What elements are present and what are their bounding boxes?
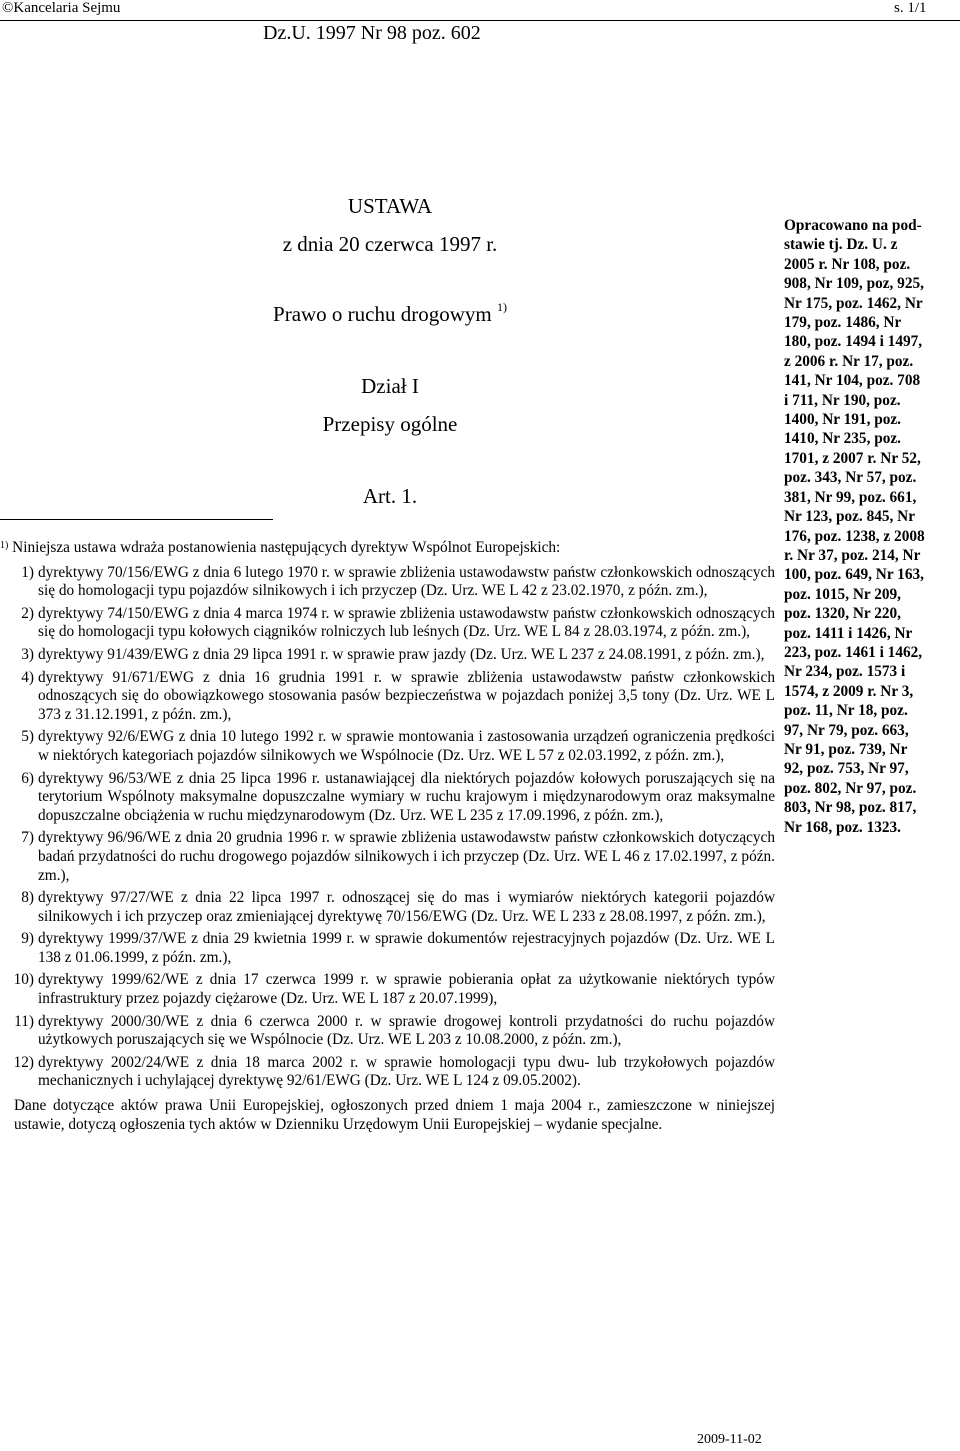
consolidation-note-line: Nr 91, poz. 739, Nr: [784, 740, 908, 758]
directive-item: [0, 1054, 775, 1091]
footnote-section: [0, 539, 775, 1134]
consolidation-note-line: poz. 1015, Nr 209,: [784, 585, 901, 603]
consolidation-note-line: 908, Nr 109, poz, 925,: [784, 275, 924, 293]
directive-item: [0, 605, 775, 642]
directive-item-text: dyrektywy 91/439/EWG z dnia 29 lipca 1991 r. w sprawie praw jazdy (Dz. Urz. WE L 237 z 24.08.1991, z późn. zm.),: [38, 645, 765, 663]
directive-item: [0, 889, 775, 926]
directive-item-number: 10): [13, 971, 34, 989]
directive-item-text: dyrektywy 2000/30/WE z dnia 6 czerwca 2000 r. w sprawie drogowej kontroli przydatności do ruchu pojazdów użytkowych poruszających się we Wspólnocie (Dz. Urz. WE L 203 z 10.08.2000, z późn. zm.),: [38, 1012, 775, 1049]
footnote-mark: 1): [0, 540, 9, 551]
consolidation-note-line: 1701, z 2007 r. Nr 52,: [784, 449, 921, 467]
consolidation-note-line: 1574, z 2009 r. Nr 3,: [784, 682, 914, 700]
act-title-footnote-mark[interactable]: 1): [496, 300, 507, 314]
directive-item-text: dyrektywy 96/96/WE z dnia 20 grudnia 1996 r. w sprawie zbliżenia ustawodawstw państw członkowskich dotyczących badań przydatności do ruchu drogowego pojazdów silnikowych i ich przyczep (Dz. Urz. WE L 46 z 17.02.1997, z późn. zm.),: [38, 829, 775, 884]
footnote-intro: [0, 539, 775, 558]
act-title: [90, 302, 690, 327]
consolidation-note-line: Nr 168, poz. 1323.: [784, 818, 901, 836]
directive-item: [0, 1013, 775, 1050]
journal-citation: Dz.U. 1997 Nr 98 poz. 602: [263, 22, 481, 44]
footnote-divider: [0, 519, 273, 520]
directive-item-number: 3): [21, 645, 34, 663]
consolidation-note-line: Nr 175, poz. 1462, Nr: [784, 294, 923, 312]
header-page-number: s. 1/1: [894, 0, 927, 16]
directive-item-text: dyrektywy 70/156/EWG z dnia 6 lutego 1970 r. w sprawie zbliżenia ustawodawstw państw członkowskich odnoszących się do homologacji typu pojazdów silnikowych i ich przyczep (Dz. Urz. WE L 42 z 23.02.1970, z późn. zm.),: [38, 563, 775, 600]
consolidation-note-line: 1400, Nr 191, poz.: [784, 411, 901, 429]
directive-item: [0, 728, 775, 765]
directive-list: [0, 564, 775, 1091]
directive-item-number: 6): [21, 769, 34, 787]
directive-item: [0, 669, 775, 725]
directive-item-text: dyrektywy 96/53/WE z dnia 25 lipca 1996 r. ustanawiającej dla niektórych pojazdów kołowych poruszających się na terytorium Wspólnoty maksymalne dopuszczalne wymiary w ruchu krajowym i międzynarodowym oraz maksymalne dopuszczalne obciążenia w ruchu międzynarodowym (Dz. Urz. WE L 235 z 17.09.1996, z późn. zm.),: [38, 769, 775, 824]
directive-item-text: dyrektywy 2002/24/WE z dnia 18 marca 2002 r. w sprawie homologacji typu dwu- lub trzykołowych pojazdów mechanicznych i uchylającej dyrektywę 92/61/EWG (Dz. Urz. WE L 124 z 09.05.2002).: [38, 1053, 775, 1090]
directive-item-text: dyrektywy 1999/37/WE z dnia 29 kwietnia 1999 r. w sprawie dokumentów rejestracyjnych pojazdów (Dz. Urz. WE L 138 z 01.06.1999, z późn. zm.),: [38, 930, 775, 966]
directive-item: [0, 971, 775, 1008]
directive-item-text: dyrektywy 92/6/EWG z dnia 10 lutego 1992 r. w sprawie montowania i zastosowania urządzeń ograniczenia prędkości w niektórych kategoriach pojazdów silnikowych we Wspólnocie (Dz. Urz. WE L 57 z 02.03.1992, z późn. zm.),: [38, 728, 775, 764]
consolidation-note-line: 381, Nr 99, poz. 661,: [784, 488, 917, 506]
consolidation-note-line: z 2006 r. Nr 17, poz.: [784, 352, 914, 370]
directive-item-text: dyrektywy 74/150/EWG z dnia 4 marca 1974 r. w sprawie zbliżenia ustawodawstw państw członkowskich odnoszących się do homologacji typu kołowych ciągników rolniczych lub leśnych (Dz. Urz. WE L 84 z 28.03.1974, z późn. zm.),: [38, 604, 775, 641]
directive-item-number: 8): [21, 889, 34, 907]
consolidation-note-line: Nr 234, poz. 1573 i: [784, 663, 906, 681]
chapter-title: Przepisy ogólne: [322, 412, 458, 436]
consolidation-note-line: 97, Nr 79, poz. 663,: [784, 721, 909, 739]
consolidation-note-line: 100, poz. 649, Nr 163,: [784, 566, 924, 584]
directive-item: [0, 930, 775, 967]
consolidation-note-line: 180, poz. 1494 i 1497,: [784, 333, 923, 351]
directive-item: [0, 564, 775, 601]
consolidation-note: [784, 216, 960, 837]
act-title-text: Prawo o ruchu drogowym: [273, 302, 492, 326]
directive-item-number: 1): [21, 563, 34, 581]
directive-item: [0, 646, 775, 665]
act-type: USTAWA: [347, 194, 433, 218]
directive-item-number: 12): [13, 1053, 34, 1071]
consolidation-note-line: poz. 11, Nr 18, poz.: [784, 702, 908, 720]
consolidation-note-line: poz. 343, Nr 57, poz.: [784, 469, 917, 487]
header-publisher: ©Kancelaria Sejmu: [2, 0, 121, 16]
directive-item: [0, 829, 775, 885]
consolidation-note-line: stawie tj. Dz. U. z: [784, 236, 898, 254]
directive-item-number: 11): [14, 1012, 34, 1030]
consolidation-note-line: 803, Nr 98, poz. 817,: [784, 799, 917, 817]
act-date: z dnia 20 czerwca 1997 r.: [282, 232, 498, 256]
consolidation-note-line: i 711, Nr 190, poz.: [784, 391, 901, 409]
consolidation-note-line: Opracowano na pod-: [784, 217, 922, 234]
consolidation-note-line: 176, poz. 1238, z 2008: [784, 527, 925, 545]
consolidation-note-line: 2005 r. Nr 108, poz.: [784, 255, 911, 273]
directive-item-text: dyrektywy 97/27/WE z dnia 22 lipca 1997 r. odnoszącej się do mas i wymiarów niektórych kategorii pojazdów silnikowych i ich przyczep oraz zmieniającej dyrektywę 70/156/EWG (Dz. Urz. WE L 233 z 28.08.1997, z późn. zm.),: [38, 889, 775, 925]
directive-item-number: 5): [21, 728, 34, 746]
directive-item-number: 2): [21, 604, 34, 622]
consolidation-note-line: 179, poz. 1486, Nr: [784, 314, 902, 332]
directive-item-number: 4): [21, 668, 34, 686]
footer-date: 2009-11-02: [697, 1432, 762, 1447]
footnote-intro-text: Niniejsza ustawa wdraża postanowienia następujących dyrektyw Wspólnot Europejskich:: [12, 539, 561, 556]
footnote-closing-note: Dane dotyczące aktów prawa Unii Europejskiej, ogłoszonych przed dniem 1 maja 2004 r., zamieszczone w niniejszej ustawie, dotyczą ogłoszenia tych aktów w Dzienniku Urzędowym Unii Europejskiej – wydanie specjalne.: [14, 1097, 775, 1133]
consolidation-note-line: 141, Nr 104, poz. 708: [784, 372, 921, 390]
consolidation-note-line: poz. 1411 i 1426, Nr: [784, 624, 913, 642]
directive-item-text: dyrektywy 91/671/EWG z dnia 16 grudnia 1991 r. w sprawie zbliżenia ustawodawstw państw członkowskich odnoszących się do obowiązkowego stosowania pasów bezpieczeństwa w pojazdach poniżej 3,5 tony (Dz. Urz. WE L 373 z 31.12.1991, z późn. zm.),: [38, 668, 775, 723]
directive-item: [0, 770, 775, 826]
directive-item-text: dyrektywy 1999/62/WE z dnia 17 czerwca 1999 r. w sprawie pobierania opłat za użytkowanie niektórych typów infrastruktury przez pojazdy ciężarowe (Dz. Urz. WE L 187 z 20.07.1999),: [38, 971, 775, 1008]
directive-item-number: 9): [21, 930, 34, 948]
consolidation-note-line: Nr 123, poz. 845, Nr: [784, 508, 916, 526]
chapter-number: Dział I: [361, 374, 419, 398]
article-number: Art. 1.: [362, 484, 418, 508]
directive-item-number: 7): [21, 829, 34, 847]
header-divider: [0, 20, 960, 21]
consolidation-note-line: r. Nr 37, poz. 214, Nr: [784, 546, 921, 564]
consolidation-note-line: 1410, Nr 235, poz.: [784, 430, 901, 448]
consolidation-note-line: poz. 1320, Nr 220,: [784, 605, 901, 623]
consolidation-note-line: poz. 802, Nr 97, poz.: [784, 779, 917, 797]
consolidation-note-line: 223, poz. 1461 i 1462,: [784, 643, 923, 661]
consolidation-note-line: 92, poz. 753, Nr 97,: [784, 760, 909, 778]
